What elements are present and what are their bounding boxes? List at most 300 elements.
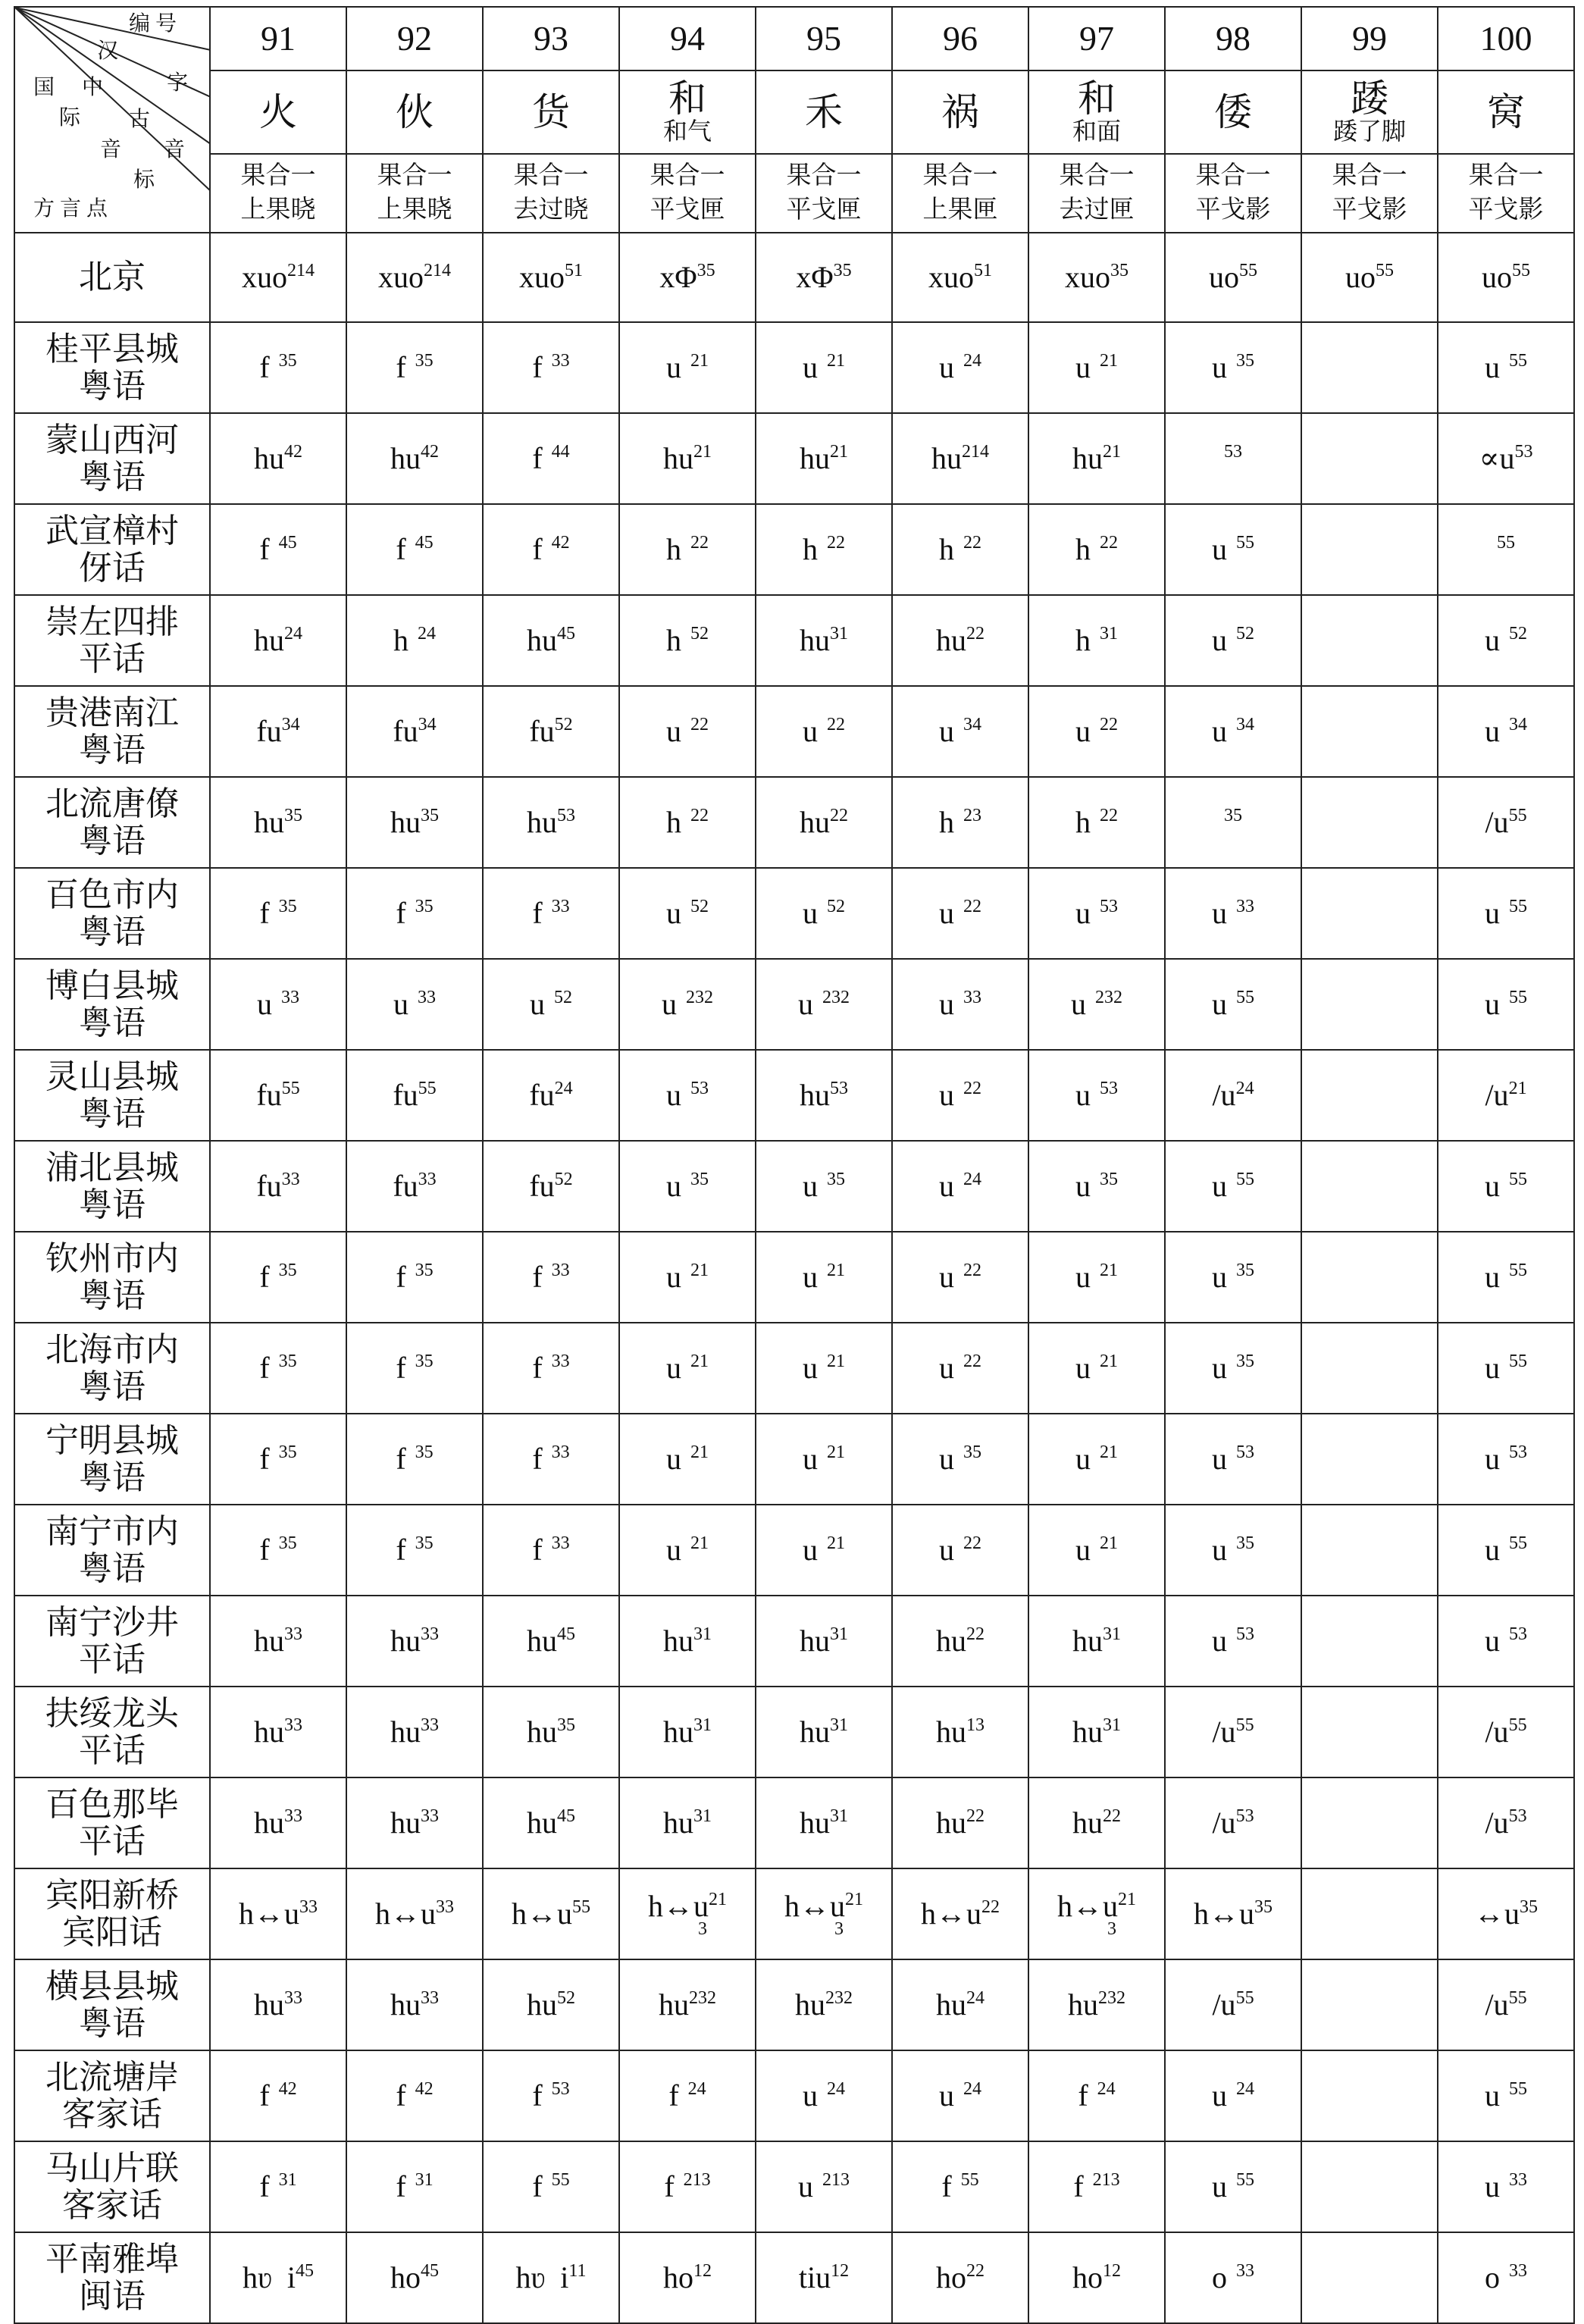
pronunciation-cell [1438,1323,1574,1414]
tone-value: 24 [1097,2079,1116,2100]
ipa-transcription [532,1351,569,1385]
ipa-transcription [396,532,433,566]
ipa-base: u [1485,350,1500,384]
pronunciation-cell [756,2050,892,2141]
tone-value: 33 [284,1624,302,1645]
tone-value: 55 [418,1079,437,1099]
ipa-base: h↔u [648,1889,709,1923]
pronunciation-cell [1301,1414,1438,1505]
tone-value: 31 [693,1806,712,1827]
tone-value: 33 [284,1806,302,1827]
pronunciation-cell [1165,322,1301,413]
pronunciation-cell [1165,1959,1301,2050]
tone-value: 33 [1509,2170,1527,2191]
ipa-base: hu [800,623,830,657]
ipa-transcription [390,2260,439,2294]
dialect-row [14,1414,1574,1505]
ipa-base: hu [936,1715,966,1749]
ipa-transcription [936,1987,985,2022]
column-character [1301,70,1438,154]
tone-value: 22 [1100,806,1118,826]
ipa-base: h [1075,623,1091,657]
tone-value: 22 [981,1897,1000,1918]
place-name-line: 扶绥龙头 [45,1694,179,1732]
pronunciation-cell [756,1505,892,1596]
ipa-base: hu [390,441,421,475]
ipa-base: hu [254,1806,284,1840]
tone-value: 214 [424,261,451,281]
ipa-base: hu [1068,1987,1098,2022]
tone-value: 55 [572,1897,590,1918]
tone-value: 55 [1512,261,1530,281]
tone-value: 55 [281,1079,300,1099]
pronunciation-cell [1028,1868,1165,1959]
tone-value: 34 [1236,715,1254,735]
pronunciation-cell [210,1505,346,1596]
pronunciation-cell [1438,2232,1574,2323]
place-name-line: 粤语 [79,822,146,860]
dialect-place-name [14,2050,210,2141]
dialect-place-name [14,1959,210,2050]
ipa-transcription [1212,714,1254,748]
pronunciation-cell [1301,2050,1438,2141]
tone-value: 21 [1118,1890,1136,1910]
corner-label-biao: 标 [133,168,155,192]
ipa-transcription [1212,1260,1254,1294]
pronunciation-cell [892,1687,1028,1777]
ipa-base: ho [936,2260,966,2294]
ipa-base: fu [393,1078,418,1112]
ipa-base: u [798,2169,813,2203]
dialect-place-name [14,504,210,595]
ipa-transcription [259,1442,296,1476]
ipa-base: uo [1345,260,1376,294]
tone-value: 24 [687,2079,706,2100]
dialect-place-name [14,2232,210,2323]
dialect-place-name [14,1868,210,1959]
tone-value: 52 [1509,624,1527,644]
ipa-transcription [393,1078,436,1112]
ipa-transcription [396,1442,433,1476]
ipa-base: u [1212,1624,1227,1658]
ipa-base: hu [800,1715,830,1749]
pronunciation-cell [483,1232,619,1323]
tone-value: 42 [415,2079,434,2100]
ipa-base: u [803,1442,818,1476]
place-name-line: 粤语 [79,913,146,951]
ipa-base: f [532,2078,543,2113]
tone-value: 33 [551,1442,570,1463]
character-glyph: 火 [259,90,297,133]
character-gloss: 和气 [662,117,712,145]
tone-value: 45 [557,624,575,644]
ipa-base: uo [1482,260,1512,294]
tone-value: 33 [1509,2261,1527,2282]
place-name-line: 粤语 [79,1277,146,1314]
pronunciation-cell [756,322,892,413]
column-number: 94 [619,7,756,70]
tone-value: 55 [1236,533,1254,553]
pronunciation-cell [210,686,346,777]
ipa-transcription [254,1987,302,2022]
tone-value: 55 [1236,2170,1254,2191]
ipa-base: u [1212,1169,1227,1203]
ipa-transcription [254,623,302,657]
ipa-transcription [390,1624,439,1658]
tone-value: 24 [554,1079,573,1099]
ipa-transcription [378,260,451,294]
pronunciation-cell [892,1505,1028,1596]
ipa-base: u [1075,1078,1091,1112]
ipa-base: ho [663,2260,693,2294]
ipa-base: u [666,1351,681,1385]
ipa-transcription [663,1624,712,1658]
place-name-line: 宾阳话 [62,1914,162,1951]
tone-value: 35 [1110,261,1129,281]
pronunciation-cell [756,868,892,959]
pronunciation-cell [1028,1323,1165,1414]
ipa-transcription [532,1533,569,1567]
ipa-transcription [795,1987,853,2022]
middle-chinese-line: 果合一 [1332,162,1407,190]
pronunciation-cell [1438,504,1574,595]
ipa-base: u [666,1442,681,1476]
pronunciation-cell [1301,686,1438,777]
ipa-base: u [666,350,681,384]
ipa-base: u [1485,1533,1500,1567]
dialect-place-name [14,1777,210,1868]
ipa-transcription [666,896,709,930]
middle-chinese-category [1028,154,1165,233]
ipa-transcription [1497,532,1515,566]
ipa-base: u [1212,350,1227,384]
tone-value: 35 [278,1442,297,1463]
pronunciation-cell [1028,1687,1165,1777]
ipa-base: h [939,805,954,839]
dialect-row [14,1050,1574,1141]
tone-value: 45 [278,533,297,553]
pronunciation-cell [892,504,1028,595]
ipa-transcription [666,714,709,748]
ipa-base: hu [390,1624,421,1658]
ipa-base: u [1212,532,1227,566]
dialect-place-name [14,1505,210,1596]
ipa-base: hu [254,1987,284,2022]
ipa-transcription [257,987,299,1021]
tone-value: 31 [830,1624,848,1645]
tone-value: 31 [830,624,848,644]
tone-value: 55 [1509,897,1527,917]
pronunciation-cell [1028,1505,1165,1596]
ipa-transcription [803,1169,845,1203]
ipa-transcription [393,623,436,657]
ipa-transcription [532,441,569,475]
tone-value: 31 [1100,624,1118,644]
pronunciation-cell [210,1777,346,1868]
dialect-row [14,322,1574,413]
ipa-transcription [936,1624,985,1658]
ipa-transcription [803,714,845,748]
tone-value: 33 [299,1897,318,1918]
ipa-base: fu [256,1078,282,1112]
tone-value: 21 [690,1442,709,1463]
corner-label-gu: 古 [129,108,151,131]
middle-chinese-line: 上果晓 [377,196,452,224]
pronunciation-cell [1301,1505,1438,1596]
header-middle-chinese-row [14,154,1574,233]
ipa-base: u [1485,2169,1500,2203]
ipa-base: hu [936,1987,966,2022]
column-number: 100 [1438,7,1574,70]
ipa-base: u [798,987,813,1021]
pronunciation-cell [892,2141,1028,2232]
ipa-transcription [532,532,569,566]
ipa-transcription [242,260,315,294]
tone-value: 35 [415,1533,434,1554]
middle-chinese-line: 上果匣 [922,196,998,224]
ipa-base: /u [1212,1078,1236,1112]
ipa-transcription [1212,1078,1254,1112]
pronunciation-cell [1165,1868,1301,1959]
tone-value: 35 [278,1351,297,1372]
place-name-line: 粤语 [79,2005,146,2042]
ipa-base: hu [254,623,284,657]
tone-value: 42 [284,442,302,462]
pronunciation-cell [1438,322,1574,413]
ipa-base: u [1212,2078,1227,2113]
tone-continuation: 3 [1107,1919,1116,1939]
tone-value: 55 [960,2170,979,2191]
tone-value: 35 [415,897,434,917]
pronunciation-cell [619,2232,756,2323]
pronunciation-cell [1028,1596,1165,1687]
pronunciation-cell [619,595,756,686]
ipa-transcription [800,805,848,839]
tone-value: 53 [1514,442,1533,462]
place-name-line: 平话 [79,1641,146,1678]
pronunciation-cell [892,413,1028,504]
tone-value: 52 [557,1988,575,2009]
ipa-base: hu [663,1715,693,1749]
pronunciation-cell [1028,686,1165,777]
ipa-transcription [666,1442,709,1476]
tone-value: 22 [963,1261,981,1281]
pronunciation-cell [1301,504,1438,595]
ipa-base: u [1485,623,1500,657]
ipa-base: h↔u [375,1896,436,1931]
ipa-transcription [259,1260,296,1294]
pronunciation-cell [892,1596,1028,1687]
tone-value: 21 [709,1890,727,1910]
ipa-transcription [1075,1442,1118,1476]
pronunciation-cell [483,2232,619,2323]
ipa-base: ∝u [1479,441,1515,475]
column-character [346,70,483,154]
column-number: 99 [1301,7,1438,70]
ipa-transcription [530,987,572,1021]
pronunciation-cell [1028,1141,1165,1232]
ipa-transcription [527,1806,575,1840]
tone-value: 33 [421,1806,439,1827]
ipa-base: ho [1072,2260,1103,2294]
place-name-line: 粤语 [79,731,146,769]
ipa-transcription [512,1896,590,1931]
middle-chinese-line: 果合一 [1059,162,1135,190]
pronunciation-cell [1165,504,1301,595]
tone-value: 53 [1236,1442,1254,1463]
pronunciation-cell [1165,2232,1301,2323]
ipa-transcription [256,714,299,748]
tone-value: 22 [690,533,709,553]
column-character [210,70,346,154]
ipa-transcription [396,1533,433,1567]
ipa-transcription [663,2260,712,2294]
ipa-transcription [396,1351,433,1385]
tone-value: 232 [1095,988,1122,1008]
ipa-transcription [529,714,572,748]
ipa-transcription [784,1889,863,1923]
ipa-transcription [1485,2260,1527,2294]
ipa-base: u [1485,1260,1500,1294]
tone-value: 53 [557,806,575,826]
ipa-transcription [1072,1806,1121,1840]
ipa-base: h [666,532,681,566]
ipa-base: u [1212,2169,1227,2203]
ipa-base: ho [390,2260,421,2294]
pronunciation-cell [1028,233,1165,322]
ipa-transcription [1057,1889,1136,1923]
ipa-transcription [256,1169,299,1203]
dialect-row [14,504,1574,595]
ipa-base: u [939,1351,954,1385]
ipa-transcription [1485,1260,1527,1294]
tone-value: 232 [689,1988,716,2009]
pronunciation-cell [1165,777,1301,868]
middle-chinese-category [1438,154,1574,233]
pronunciation-cell [483,1959,619,2050]
pronunciation-cell [483,959,619,1050]
ipa-transcription [798,987,850,1021]
pronunciation-cell [210,595,346,686]
ipa-transcription [939,1442,981,1476]
tone-value: 51 [565,261,583,281]
ipa-base: u [1075,1351,1091,1385]
tone-value: 31 [830,1806,848,1827]
ipa-transcription [1345,260,1394,294]
character-glyph: 伙 [396,90,434,133]
pronunciation-cell [1438,413,1574,504]
ipa-base: u [1071,987,1086,1021]
tone-value: 33 [551,1261,570,1281]
tone-value: 21 [690,351,709,371]
ipa-transcription [939,350,981,384]
tone-value: 35 [1236,351,1254,371]
tone-value: 35 [833,261,852,281]
ipa-transcription [798,2169,850,2203]
ipa-base: hʋ i [243,2260,296,2294]
ipa-transcription [254,1624,302,1658]
column-character [483,70,619,154]
ipa-base: ↔u [1474,1896,1520,1931]
pronunciation-cell [483,1505,619,1596]
pronunciation-cell [619,233,756,322]
ipa-base: /u [1212,1987,1236,2022]
ipa-base: u [1485,714,1500,748]
ipa-transcription [1212,1806,1254,1840]
ipa-base: u [939,2078,954,2113]
corner-label-yin2: 音 [164,138,186,161]
pronunciation-cell [1301,1323,1438,1414]
tone-value: 24 [284,624,302,644]
ipa-base: f [1078,2078,1088,2113]
ipa-base: f [532,1260,543,1294]
ipa-base: fu [393,714,418,748]
middle-chinese-category [619,154,756,233]
ipa-base: h [666,805,681,839]
pronunciation-cell [1301,1141,1438,1232]
pronunciation-cell [1165,1323,1301,1414]
tone-value: 33 [281,1170,300,1190]
tone-value: 33 [418,988,436,1008]
ipa-base: f [396,1351,406,1385]
pronunciation-cell [346,233,483,322]
ipa-base: u [803,1351,818,1385]
ipa-base: /u [1485,1806,1509,1840]
place-name-line: 粤语 [79,1186,146,1223]
dialect-place-name [14,595,210,686]
pronunciation-cell [1165,1141,1301,1232]
tone-value: 55 [1509,1351,1527,1372]
ipa-base: hu [663,1806,693,1840]
tone-value: 35 [421,806,439,826]
pronunciation-cell [1438,686,1574,777]
pronunciation-cell [346,1141,483,1232]
pronunciation-cell [483,1141,619,1232]
ipa-transcription [1485,714,1527,748]
ipa-base: hu [527,805,557,839]
middle-chinese-line: 果合一 [650,162,725,190]
column-number: 93 [483,7,619,70]
ipa-base: hu [659,1987,689,2022]
ipa-transcription [939,1351,981,1385]
tone-value: 42 [551,533,570,553]
place-name-line: 南宁沙井 [45,1603,179,1641]
tone-value: 35 [415,351,434,371]
pronunciation-cell [1028,504,1165,595]
ipa-transcription [1485,1715,1526,1749]
pronunciation-cell [1028,2232,1165,2323]
pronunciation-cell [619,2050,756,2141]
pronunciation-cell [756,1596,892,1687]
pronunciation-cell [1438,1505,1574,1596]
tone-value: 55 [1509,1261,1527,1281]
ipa-base: fu [256,1169,282,1203]
tone-value: 35 [1236,1351,1254,1372]
pronunciation-cell [210,1141,346,1232]
ipa-transcription [1485,350,1527,384]
ipa-base: u [666,1078,681,1112]
dialect-comparison-table [14,6,1575,2324]
ipa-base: h [666,623,681,657]
pronunciation-cell [483,2050,619,2141]
pronunciation-cell [210,2050,346,2141]
ipa-transcription [1072,441,1121,475]
ipa-base: f [396,1260,406,1294]
dialect-place-name [14,1687,210,1777]
ipa-base: hu [527,1987,557,2022]
ipa-transcription [666,1169,709,1203]
ipa-base: h↔u [921,1896,981,1931]
